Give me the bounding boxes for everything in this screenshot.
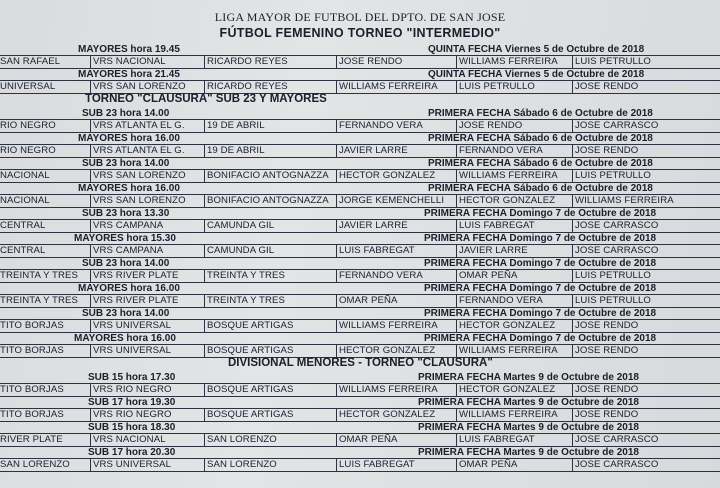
assistant-2: JOSE CARRASCO (572, 459, 691, 471)
assistant-2: JOSE CARRASCO (572, 434, 691, 446)
away-team: VRS ATLANTA EL G. (90, 145, 207, 157)
referee: WILLIAMS FERREIRA (336, 384, 457, 396)
venue: 19 DE ABRIL (204, 120, 337, 132)
away-team: VRS SAN LORENZO (90, 81, 207, 93)
venue: BOSQUE ARTIGAS (204, 320, 337, 332)
assistant-2: JOSE RENDO (572, 409, 691, 421)
assistant-2: JOSE RENDO (572, 384, 691, 396)
match-row (0, 219, 720, 233)
assistant-1: WILLIAMS FERREIRA (456, 345, 575, 357)
referee: LUIS FABREGAT (336, 245, 457, 257)
category-time: SUB 17 hora 20.30 (88, 447, 176, 458)
category-time: SUB 23 hora 13.30 (82, 208, 170, 219)
venue: 19 DE ABRIL (204, 145, 337, 157)
home-team: TITO BORJAS (0, 409, 64, 420)
tournament-title: FÚTBOL FEMENINO TORNEO "INTERMEDIO" (219, 26, 501, 40)
referee: LUIS FABREGAT (336, 459, 457, 471)
category-time: MAYORES hora 21.45 (78, 69, 180, 80)
match-row (0, 55, 720, 69)
assistant-2: JOSE RENDO (572, 345, 691, 357)
category-time: SUB 23 hora 14.00 (82, 108, 170, 119)
venue: RICARDO REYES (204, 81, 337, 93)
category-time: SUB 17 hora 19.30 (88, 397, 176, 408)
venue: CAMUNDA GIL (204, 220, 337, 232)
round-date: PRIMERA FECHA Domingo 7 de Octubre de 2018 (424, 308, 657, 319)
home-team: TITO BORJAS (0, 384, 64, 395)
match-row (0, 294, 720, 308)
home-team: CENTRAL (0, 245, 46, 256)
referee: WILLIAMS FERREIRA (336, 81, 457, 93)
home-team: SAN LORENZO (0, 459, 70, 470)
home-team: SAN RAFAEL (0, 56, 61, 67)
assistant-1: WILLIAMS FERREIRA (456, 170, 575, 182)
assistant-2: JOSE RENDO (572, 81, 691, 93)
referee: JOSE RENDO (336, 56, 457, 68)
round-date: PRIMERA FECHA Domingo 7 de Octubre de 2018 (424, 258, 657, 269)
venue: BOSQUE ARTIGAS (204, 409, 337, 421)
assistant-1: HECTOR GONZALEZ (456, 384, 575, 396)
round-date: PRIMERA FECHA Sábado 6 de Octubre de 2018 (428, 133, 653, 144)
venue: SAN LORENZO (204, 434, 337, 446)
assistant-2: JOSE RENDO (572, 320, 691, 332)
away-team: VRS RIVER PLATE (90, 295, 207, 307)
match-row (0, 408, 720, 422)
match-row (0, 433, 720, 447)
assistant-1: WILLIAMS FERREIRA (456, 56, 575, 68)
category-time: MAYORES hora 15.30 (74, 233, 176, 244)
assistant-1: OMAR PEÑA (456, 459, 575, 471)
category-time: SUB 23 hora 14.00 (82, 258, 170, 269)
assistant-2: LUIS PETRULLO (572, 295, 691, 307)
venue: TREINTA Y TRES (204, 270, 337, 282)
round-date: PRIMERA FECHA Sábado 6 de Octubre de 2018 (428, 108, 653, 119)
category-time: SUB 15 hora 18.30 (88, 422, 176, 433)
assistant-2: WILLIAMS FERREIRA (572, 195, 691, 207)
category-time: MAYORES hora 16.00 (78, 133, 180, 144)
venue: CAMUNDA GIL (204, 245, 337, 257)
match-row (0, 194, 720, 208)
venue: BONIFACIO ANTOGNAZZA (204, 195, 337, 207)
assistant-1: WILLIAMS FERREIRA (456, 409, 575, 421)
referee: JORGE KEMENCHELLI (336, 195, 457, 207)
assistant-1: HECTOR GONZALEZ (456, 320, 575, 332)
home-team: NACIONAL (0, 170, 50, 181)
home-team: RIVER PLATE (0, 434, 63, 445)
away-team: VRS ATLANTA EL G. (90, 120, 207, 132)
home-team: NACIONAL (0, 195, 50, 206)
round-date: PRIMERA FECHA Martes 9 de Octubre de 2018 (418, 422, 639, 433)
assistant-1: JOSE RENDO (456, 120, 575, 132)
round-date: QUINTA FECHA Viernes 5 de Octubre de 2018 (428, 69, 645, 80)
match-row (0, 269, 720, 283)
section-title: DIVISIONAL MENORES - TORNEO "CLAUSURA" (228, 357, 493, 369)
venue: RICARDO REYES (204, 56, 337, 68)
home-team: TREINTA Y TRES (0, 270, 78, 281)
round-date: PRIMERA FECHA Martes 9 de Octubre de 2018 (418, 372, 639, 383)
assistant-1: LUIS PETRULLO (456, 81, 575, 93)
section-title: TORNEO "CLAUSURA" SUB 23 Y MAYORES (85, 93, 327, 105)
referee: JAVIER LARRE (336, 145, 457, 157)
referee: WILLIAMS FERREIRA (336, 320, 457, 332)
match-row (0, 169, 720, 183)
referee: OMAR PEÑA (336, 434, 457, 446)
away-team: VRS CAMPANA (90, 220, 207, 232)
home-team: RIO NEGRO (0, 120, 56, 131)
category-time: SUB 15 hora 17.30 (88, 372, 176, 383)
assistant-2: JOSE CARRASCO (572, 220, 691, 232)
home-team: TITO BORJAS (0, 320, 64, 331)
match-row (0, 244, 720, 258)
match-row (0, 383, 720, 397)
assistant-1: LUIS FABREGAT (456, 434, 575, 446)
home-team: TREINTA Y TRES (0, 295, 78, 306)
match-row (0, 144, 720, 158)
referee: HECTOR GONZALEZ (336, 170, 457, 182)
assistant-1: LUIS FABREGAT (456, 220, 575, 232)
assistant-2: LUIS PETRULLO (572, 270, 691, 282)
category-time: MAYORES hora 19.45 (78, 44, 180, 55)
round-date: PRIMERA FECHA Martes 9 de Octubre de 2018 (418, 397, 639, 408)
match-row (0, 344, 720, 358)
home-team: CENTRAL (0, 220, 46, 231)
away-team: VRS UNIVERSAL (90, 345, 207, 357)
venue: BOSQUE ARTIGAS (204, 384, 337, 396)
referee: JAVIER LARRE (336, 220, 457, 232)
round-date: QUINTA FECHA Viernes 5 de Octubre de 2018 (428, 44, 645, 55)
round-date: PRIMERA FECHA Sábado 6 de Octubre de 2018 (428, 183, 653, 194)
assistant-2: JOSE CARRASCO (572, 245, 691, 257)
round-date: PRIMERA FECHA Domingo 7 de Octubre de 2018 (424, 208, 657, 219)
away-team: VRS NACIONAL (90, 56, 207, 68)
away-team: VRS RIO NEGRO (90, 409, 207, 421)
venue: SAN LORENZO (204, 459, 337, 471)
assistant-2: LUIS PETRULLO (572, 170, 691, 182)
assistant-1: FERNANDO VERA (456, 295, 575, 307)
league-title: LIGA MAYOR DE FUTBOL DEL DPTO. DE SAN JOSE (214, 10, 506, 24)
assistant-2: JOSE RENDO (572, 145, 691, 157)
category-time: MAYORES hora 16.00 (74, 333, 176, 344)
match-row (0, 119, 720, 133)
away-team: VRS SAN LORENZO (90, 195, 207, 207)
assistant-1: HECTOR GONZALEZ (456, 195, 575, 207)
assistant-2: LUIS PETRULLO (572, 56, 691, 68)
away-team: VRS SAN LORENZO (90, 170, 207, 182)
away-team: VRS NACIONAL (90, 434, 207, 446)
venue: BONIFACIO ANTOGNAZZA (204, 170, 337, 182)
away-team: VRS RIVER PLATE (90, 270, 207, 282)
home-team: UNIVERSAL (0, 81, 56, 92)
category-time: MAYORES hora 16.00 (78, 183, 180, 194)
assistant-1: JAVIER LARRE (456, 245, 575, 257)
assistant-2: JOSE CARRASCO (572, 120, 691, 132)
assistant-1: OMAR PEÑA (456, 270, 575, 282)
home-team: TITO BORJAS (0, 345, 64, 356)
round-date: PRIMERA FECHA Sábado 6 de Octubre de 2018 (428, 158, 653, 169)
assistant-1: FERNANDO VERA (456, 145, 575, 157)
away-team: VRS UNIVERSAL (90, 320, 207, 332)
away-team: VRS UNIVERSAL (90, 459, 207, 471)
round-date: PRIMERA FECHA Martes 9 de Octubre de 2018 (418, 447, 639, 458)
referee: FERNANDO VERA (336, 270, 457, 282)
home-team: RIO NEGRO (0, 145, 56, 156)
referee: HECTOR GONZALEZ (336, 345, 457, 357)
referee: HECTOR GONZALEZ (336, 409, 457, 421)
referee: OMAR PEÑA (336, 295, 457, 307)
round-date: PRIMERA FECHA Domingo 7 de Octubre de 2018 (424, 283, 657, 294)
venue: TREINTA Y TRES (204, 295, 337, 307)
away-team: VRS RIO NEGRO (90, 384, 207, 396)
match-row (0, 458, 720, 472)
category-time: SUB 23 hora 14.00 (82, 158, 170, 169)
round-date: PRIMERA FECHA Domingo 7 de Octubre de 2018 (424, 333, 657, 344)
referee: FERNANDO VERA (336, 120, 457, 132)
category-time: SUB 23 hora 14.00 (82, 308, 170, 319)
away-team: VRS CAMPANA (90, 245, 207, 257)
match-row (0, 80, 720, 94)
match-row (0, 319, 720, 333)
round-date: PRIMERA FECHA Domingo 7 de Octubre de 2018 (424, 233, 657, 244)
venue: BOSQUE ARTIGAS (204, 345, 337, 357)
category-time: MAYORES hora 16.00 (78, 283, 180, 294)
